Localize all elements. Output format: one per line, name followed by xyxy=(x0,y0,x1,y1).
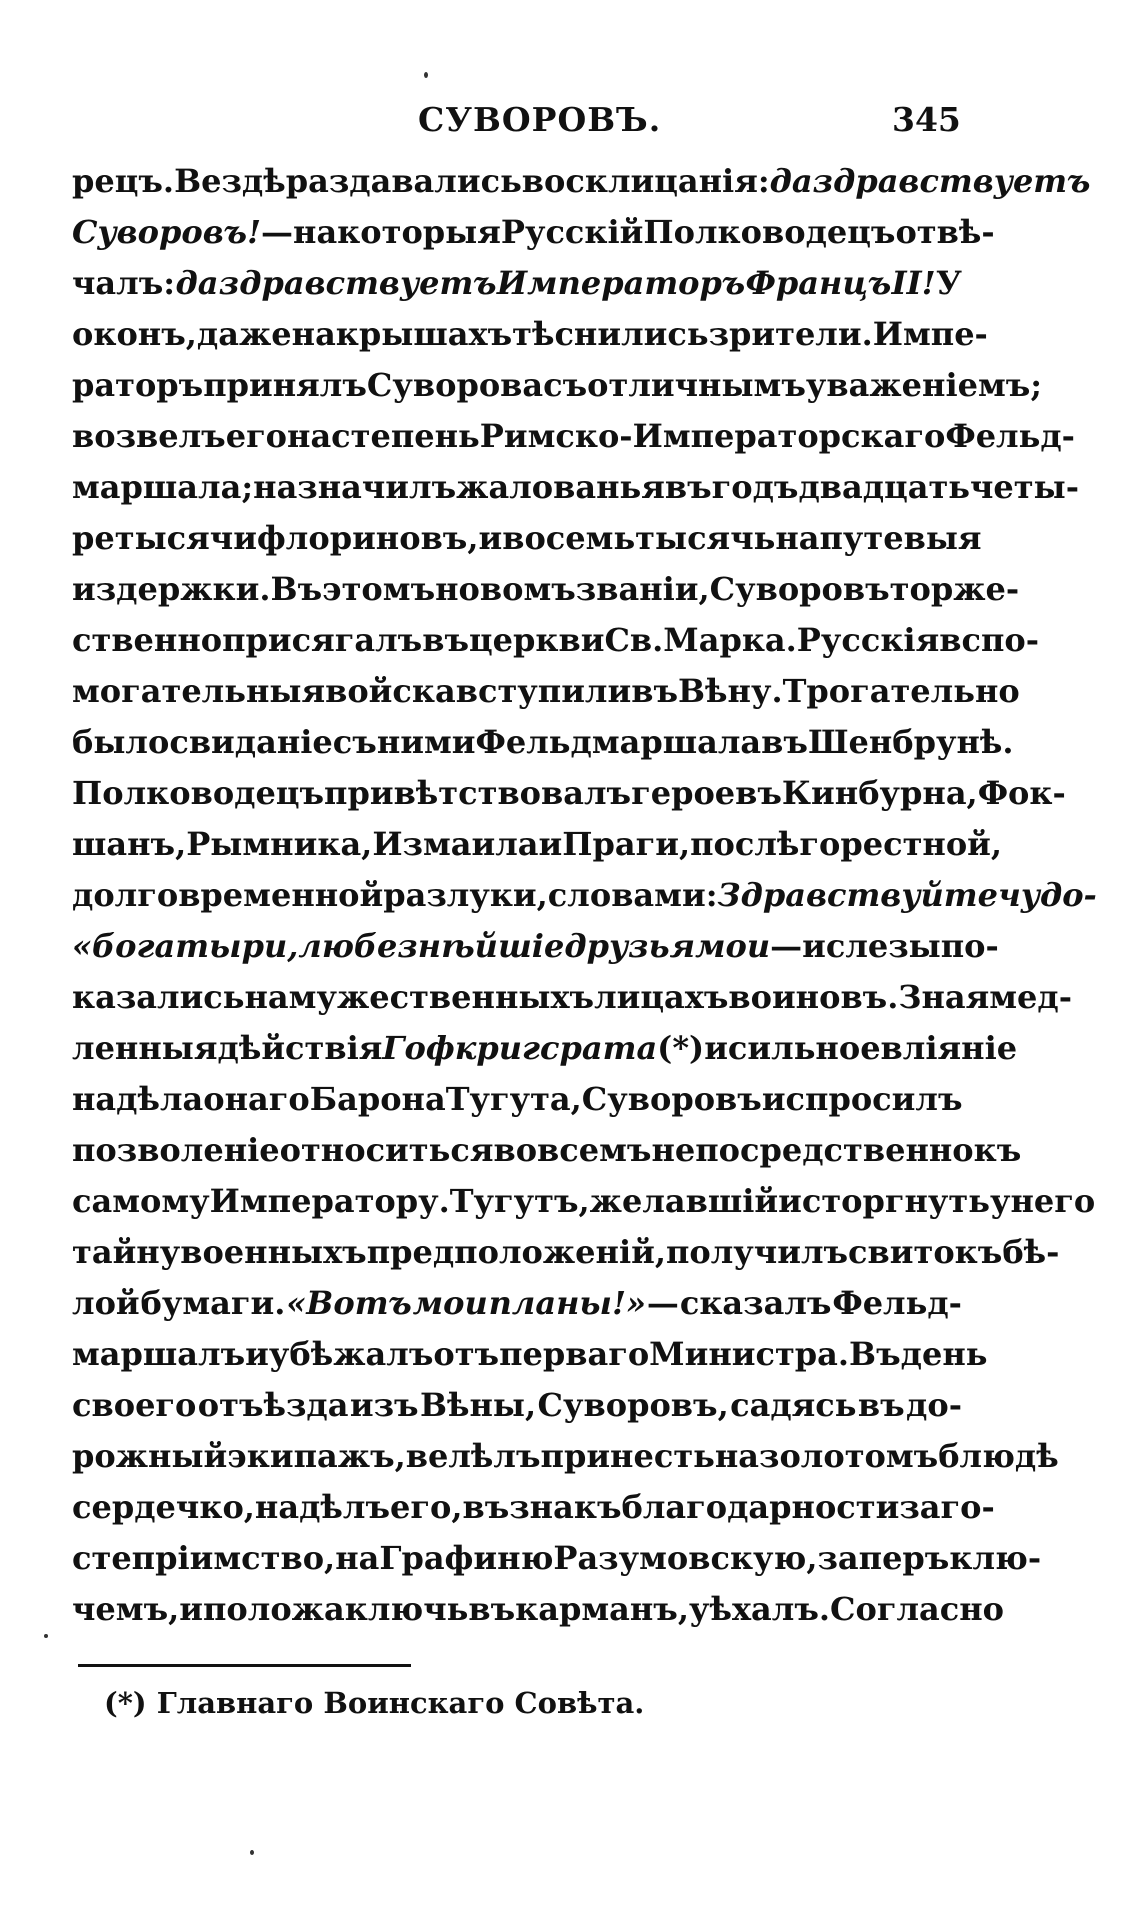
word: военныхъ xyxy=(180,1233,367,1271)
text-line xyxy=(72,207,995,258)
word: Министра. xyxy=(649,1335,850,1373)
word: сильное xyxy=(727,1029,881,1067)
word: мед- xyxy=(989,978,1072,1016)
word: съ xyxy=(543,366,588,404)
word: своего xyxy=(72,1386,197,1424)
text-line xyxy=(72,1380,962,1431)
word: зрители. xyxy=(708,315,873,353)
text-line xyxy=(72,1329,988,1380)
word: восемь xyxy=(502,519,636,557)
word: Здравствуйте xyxy=(717,876,998,914)
word: которыя xyxy=(337,213,501,251)
word: въ xyxy=(462,1488,510,1526)
text-line xyxy=(72,1074,962,1125)
word: желавшій xyxy=(589,1182,779,1220)
word: тысячи xyxy=(114,519,257,557)
word: его xyxy=(225,417,288,455)
word: любезнѣйшіе xyxy=(298,927,565,965)
word: воиновъ. xyxy=(728,978,899,1016)
word: Императору. xyxy=(209,1182,450,1220)
word: предположеній, xyxy=(366,1233,666,1271)
word: слезы xyxy=(825,927,941,965)
word: новомъ xyxy=(435,570,576,608)
word: раздавались xyxy=(285,162,522,200)
word: въ xyxy=(664,468,712,506)
word: Суворовъ xyxy=(581,1080,762,1118)
text-line xyxy=(72,717,1014,768)
word: шанъ, xyxy=(72,825,187,863)
word: Въ xyxy=(270,570,323,608)
text-line xyxy=(72,1125,1022,1176)
text-line xyxy=(72,156,1091,207)
word: садясь xyxy=(730,1386,857,1424)
word: на xyxy=(775,519,820,557)
word: было xyxy=(72,723,170,761)
word: восклицанія: xyxy=(521,162,770,200)
word: сказалъ xyxy=(679,1284,832,1322)
word: Св. xyxy=(604,621,664,659)
word: клю- xyxy=(949,1539,1042,1577)
word: рожный xyxy=(72,1437,228,1475)
word: горестной, xyxy=(799,825,1003,863)
word: отличнымъ xyxy=(587,366,806,404)
word: золотомъ xyxy=(759,1437,939,1475)
word: Измаила xyxy=(372,825,539,863)
word: привѣтствовалъ xyxy=(324,774,632,812)
word: во xyxy=(493,1131,538,1169)
word: заперъ xyxy=(817,1539,950,1577)
word: онаго xyxy=(203,1080,310,1118)
word: здравствуетъ xyxy=(812,162,1091,200)
word: героевъ xyxy=(631,774,782,812)
word: войска xyxy=(325,672,456,710)
word: Рымника, xyxy=(186,825,373,863)
word: маршалъ xyxy=(72,1335,246,1373)
word: ними xyxy=(376,723,476,761)
word: свитокъ xyxy=(848,1233,1003,1271)
word: путевыя xyxy=(819,519,982,557)
word: торже- xyxy=(889,570,1020,608)
word: Францъ xyxy=(745,264,892,302)
word: да xyxy=(175,264,219,302)
text-line xyxy=(72,462,1079,513)
word: Фельд- xyxy=(945,417,1075,455)
text-line xyxy=(72,819,1003,870)
word: ленныя xyxy=(72,1029,218,1067)
word: получилъ xyxy=(665,1233,849,1271)
word: «богатыри, xyxy=(72,927,299,965)
word: Импе- xyxy=(872,315,988,353)
word: блюдѣ xyxy=(938,1437,1059,1475)
word: рецъ. xyxy=(72,162,175,200)
word: Гофкригсрата xyxy=(382,1029,658,1067)
word: принесть xyxy=(540,1437,715,1475)
ink-speck xyxy=(424,72,428,78)
word: на xyxy=(335,1539,380,1577)
word: маршала; xyxy=(72,468,254,506)
word: Тугутъ, xyxy=(449,1182,590,1220)
word: — xyxy=(770,927,803,965)
text-line xyxy=(72,1533,1042,1584)
text-line xyxy=(72,411,1075,462)
text-line xyxy=(72,309,988,360)
word: экипажъ, xyxy=(227,1437,406,1475)
word: принялъ xyxy=(203,366,367,404)
word: Полководецъ xyxy=(72,774,325,812)
word: вступили xyxy=(455,672,632,710)
word: Суворовъ, xyxy=(537,1386,729,1424)
word: за xyxy=(899,1488,941,1526)
word: издержки. xyxy=(72,570,271,608)
word: дѣла xyxy=(116,1080,204,1118)
word: степень xyxy=(331,417,480,455)
word: чемъ, xyxy=(72,1590,180,1628)
word: знакъ xyxy=(509,1488,622,1526)
word: Суворовъ! xyxy=(72,213,262,251)
word: послѣ xyxy=(690,825,800,863)
word: ственно xyxy=(72,621,223,659)
word: мои xyxy=(412,1284,488,1322)
word: ключь xyxy=(344,1590,469,1628)
text-line xyxy=(72,615,1039,666)
word: лицахъ xyxy=(594,978,729,1016)
word: и xyxy=(245,1335,269,1373)
text-line xyxy=(72,513,982,564)
word: отъ xyxy=(433,1335,500,1373)
word: надѣлъ xyxy=(254,1488,391,1526)
word: Шенбрунѣ. xyxy=(807,723,1014,761)
word: Праги, xyxy=(562,825,691,863)
word: четы- xyxy=(970,468,1079,506)
word: уѣхалъ. xyxy=(688,1590,831,1628)
word: тысячь xyxy=(635,519,776,557)
word: словами: xyxy=(547,876,718,914)
word: съ xyxy=(332,723,377,761)
word: — xyxy=(646,1284,679,1322)
word: крышахъ xyxy=(335,315,513,353)
word: Тугута, xyxy=(445,1080,582,1118)
word: этомъ xyxy=(322,570,436,608)
word: Марка. xyxy=(663,621,797,659)
word: друзья xyxy=(564,927,696,965)
word: Вездѣ xyxy=(174,162,286,200)
ink-speck xyxy=(44,1634,48,1638)
word: двадцать xyxy=(798,468,970,506)
word: годъ xyxy=(711,468,799,506)
word: тѣснились xyxy=(512,315,709,353)
word: Трогательно xyxy=(782,672,1020,710)
text-line xyxy=(72,360,1043,411)
word: до- xyxy=(906,1386,962,1424)
word: самому xyxy=(72,1182,210,1220)
body-text xyxy=(72,156,1097,1635)
word: въ xyxy=(631,672,678,710)
word: назначилъ xyxy=(253,468,457,506)
text-line xyxy=(72,564,1020,615)
footnote-rule xyxy=(78,1664,411,1667)
word: Фельдмаршала xyxy=(475,723,762,761)
word: Кинбурна, xyxy=(781,774,978,812)
word: могательныя xyxy=(72,672,326,710)
word: Полководецъ xyxy=(643,213,896,251)
word: Фельд- xyxy=(832,1284,962,1322)
word: въ xyxy=(468,1590,516,1628)
text-line xyxy=(72,870,1097,921)
word: отъѣзда xyxy=(197,1386,349,1424)
word: по- xyxy=(940,927,999,965)
word: его, xyxy=(390,1488,463,1526)
word: на xyxy=(714,1437,760,1475)
word: бумаги. xyxy=(140,1284,286,1322)
word: на xyxy=(287,417,332,455)
word: относиться xyxy=(279,1131,494,1169)
word: степріимство, xyxy=(72,1539,336,1577)
word: да xyxy=(769,162,813,200)
word: дѣйствія xyxy=(217,1029,383,1067)
word: Императоръ xyxy=(496,264,746,302)
word: званіи, xyxy=(575,570,710,608)
ink-speck xyxy=(250,1850,254,1855)
word: мужественныхъ xyxy=(288,978,595,1016)
word: II! xyxy=(891,264,936,302)
word: велѣлъ xyxy=(405,1437,541,1475)
word: сердечко, xyxy=(72,1488,255,1526)
word: Русскія xyxy=(796,621,940,659)
word: даже xyxy=(196,315,292,353)
word: присягалъ xyxy=(222,621,423,659)
word: возвелъ xyxy=(72,417,226,455)
word: — xyxy=(261,213,294,251)
word: Барона xyxy=(309,1080,446,1118)
word: флориновъ, xyxy=(256,519,479,557)
word: У xyxy=(935,264,962,302)
word: тайну xyxy=(72,1233,181,1271)
word: уваженіемъ; xyxy=(805,366,1043,404)
word: Суворова xyxy=(366,366,544,404)
word: разлуки, xyxy=(383,876,548,914)
word: на xyxy=(244,978,289,1016)
word: Вѣну. xyxy=(678,672,783,710)
word: «Вотъ xyxy=(286,1284,412,1322)
word: ре xyxy=(72,519,115,557)
word: Фок- xyxy=(977,774,1066,812)
word: испросилъ xyxy=(761,1080,963,1118)
word: казались xyxy=(72,978,245,1016)
word: лой xyxy=(72,1284,140,1322)
word: церкви xyxy=(468,621,605,659)
word: чалъ: xyxy=(72,264,176,302)
word: въ xyxy=(857,1386,905,1424)
text-line xyxy=(72,258,962,309)
word: вспо- xyxy=(939,621,1039,659)
word: бѣ- xyxy=(1002,1233,1060,1271)
word: Зная xyxy=(898,978,990,1016)
word: Согласно xyxy=(830,1590,1004,1628)
word: Въ xyxy=(849,1335,901,1373)
word: чудо- xyxy=(997,876,1097,914)
word: жалованья xyxy=(456,468,665,506)
word: и xyxy=(179,1590,203,1628)
word: въ xyxy=(761,723,808,761)
word: здравствуетъ xyxy=(218,264,497,302)
word: раторъ xyxy=(72,366,204,404)
footnote-text: Главнаго Воинскаго Совѣта. xyxy=(156,1686,645,1720)
text-line xyxy=(72,921,999,972)
word: свиданіе xyxy=(169,723,333,761)
text-line xyxy=(72,1023,1018,1074)
word: исторгнуть xyxy=(778,1182,990,1220)
word: Римско-Императорскаго xyxy=(479,417,946,455)
text-line xyxy=(72,1227,1060,1278)
running-title: СУВОРОВЪ. xyxy=(418,100,662,139)
word: у xyxy=(989,1182,1011,1220)
text-line xyxy=(72,1176,1096,1227)
word: на xyxy=(291,315,336,353)
word: мои xyxy=(695,927,771,965)
word: планы!» xyxy=(488,1284,647,1322)
text-line xyxy=(72,1584,1004,1635)
word: вліяніе xyxy=(880,1029,1018,1067)
word: карманъ, xyxy=(515,1590,689,1628)
word: него xyxy=(1010,1182,1096,1220)
word: (*) xyxy=(657,1029,705,1067)
footnote-marker: (*) xyxy=(104,1686,147,1720)
footnote xyxy=(104,1686,644,1720)
word: всемъ xyxy=(537,1131,652,1169)
word: и xyxy=(478,519,503,557)
word: Графиню xyxy=(379,1539,554,1577)
word: Вѣны, xyxy=(419,1386,537,1424)
text-line xyxy=(72,666,1020,717)
word: на xyxy=(72,1080,117,1118)
page-number: 345 xyxy=(892,100,961,139)
word: отвѣ- xyxy=(895,213,995,251)
word: положа xyxy=(203,1590,345,1628)
word: перваго xyxy=(499,1335,650,1373)
word: благодарности xyxy=(621,1488,900,1526)
word: и xyxy=(704,1029,728,1067)
word: Русскій xyxy=(500,213,644,251)
word: день xyxy=(900,1335,988,1373)
word: и xyxy=(538,825,563,863)
word: изъ xyxy=(349,1386,419,1424)
text-line xyxy=(72,1431,1059,1482)
word: на xyxy=(293,213,338,251)
text-line xyxy=(72,768,1066,819)
word: убѣжалъ xyxy=(268,1335,434,1373)
word: непосредственно xyxy=(651,1131,974,1169)
word: Разумовскую, xyxy=(553,1539,818,1577)
word: долговременной xyxy=(72,876,384,914)
text-line xyxy=(72,972,1072,1023)
word: позволеніе xyxy=(72,1131,280,1169)
word: къ xyxy=(973,1131,1022,1169)
word: Суворовъ xyxy=(709,570,890,608)
text-line xyxy=(72,1278,962,1329)
word: въ xyxy=(422,621,469,659)
word: оконъ, xyxy=(72,315,197,353)
text-line xyxy=(72,1482,995,1533)
word: го- xyxy=(940,1488,995,1526)
word: и xyxy=(802,927,826,965)
